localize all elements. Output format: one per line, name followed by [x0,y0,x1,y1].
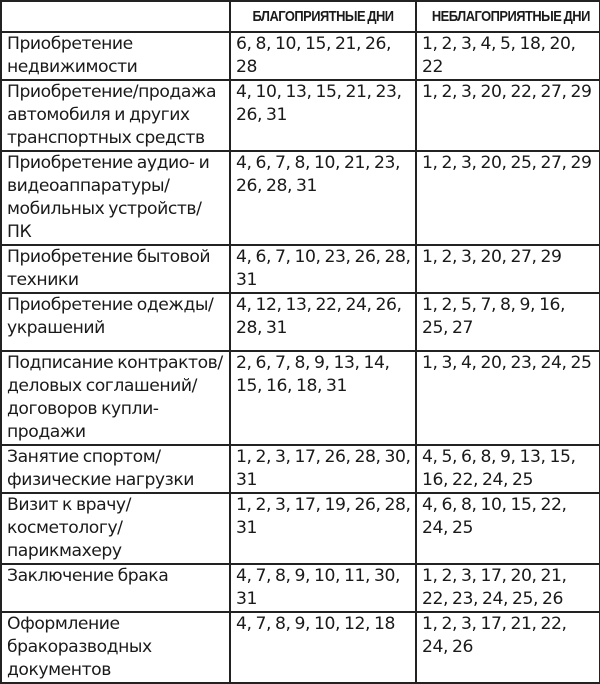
header-activity [1,1,230,32]
favorable-days-cell: 1, 2, 3, 17, 19, 26, 28, 31 [230,493,416,564]
table-row [1,245,600,293]
favorable-days-cell: 1, 2, 3, 17, 26, 28, 30, 31 [230,445,416,493]
table-row [1,351,600,445]
activity-cell: Приобретение аудио- и видеоаппаратуры/ мобильных устройств/ПК [1,151,230,245]
activity-cell: Приобретение бытовой техники [1,245,230,293]
table-row [1,151,600,245]
activity-cell: Подписание контрактов/ деловых соглашений/ договоров купли-продажи [1,351,230,445]
table-row [1,612,600,683]
unfavorable-days-cell: 1, 2, 3, 17, 21, 22, 24, 26 [416,612,600,683]
favorable-days-cell: 4, 7, 8, 9, 10, 12, 18 [230,612,416,683]
activity-cell: Оформление бракоразводных документов [1,612,230,683]
unfavorable-days-cell: 1, 2, 3, 20, 27, 29 [416,245,600,293]
unfavorable-days-cell: 1, 2, 5, 7, 8, 9, 16, 25, 27 [416,293,600,351]
unfavorable-days-cell: 1, 2, 3, 20, 25, 27, 29 [416,151,600,245]
header-unfavorable-days: НЕБЛАГОПРИЯТНЫЕ ДНИ [416,1,600,32]
unfavorable-days-cell: 1, 2, 3, 17, 20, 21, 22, 23, 24, 25, 26 [416,564,600,612]
activity-cell: Приобретение/продажа автомобиля и других транспортных средств [1,80,230,151]
table-row [1,493,600,564]
favorable-days-cell: 6, 8, 10, 15, 21, 26, 28 [230,32,416,80]
header-favorable-days: БЛАГОПРИЯТНЫЕ ДНИ [230,1,416,32]
table-row [1,32,600,80]
unfavorable-days-cell: 1, 3, 4, 20, 23, 24, 25 [416,351,600,445]
activity-cell: Приобретение одежды/ украшений [1,293,230,351]
unfavorable-days-cell: 1, 2, 3, 20, 22, 27, 29 [416,80,600,151]
activity-cell: Занятие спортом/ физические нагрузки [1,445,230,493]
favorable-days-cell: 4, 7, 8, 9, 10, 11, 30, 31 [230,564,416,612]
favorable-days-cell: 2, 6, 7, 8, 9, 13, 14, 15, 16, 18, 31 [230,351,416,445]
table-row [1,80,600,151]
favorable-days-cell: 4, 10, 13, 15, 21, 23, 26, 31 [230,80,416,151]
favorable-days-cell: 4, 6, 7, 8, 10, 21, 23, 26, 28, 31 [230,151,416,245]
table-row [1,564,600,612]
table-row [1,293,600,351]
activity-cell: Заключение брака [1,564,230,612]
unfavorable-days-cell: 4, 6, 8, 10, 15, 22, 24, 25 [416,493,600,564]
favorable-days-cell: 4, 12, 13, 22, 24, 26, 28, 31 [230,293,416,351]
unfavorable-days-cell: 1, 2, 3, 4, 5, 18, 20, 22 [416,32,600,80]
activity-cell: Приобретение недвижимости [1,32,230,80]
activity-cell: Визит к врачу/ косметологу/ парикмахеру [1,493,230,564]
header-row [1,1,600,32]
table-row [1,445,600,493]
favorable-days-cell: 4, 6, 7, 10, 23, 26, 28, 31 [230,245,416,293]
unfavorable-days-cell: 4, 5, 6, 8, 9, 13, 15, 16, 22, 24, 25 [416,445,600,493]
